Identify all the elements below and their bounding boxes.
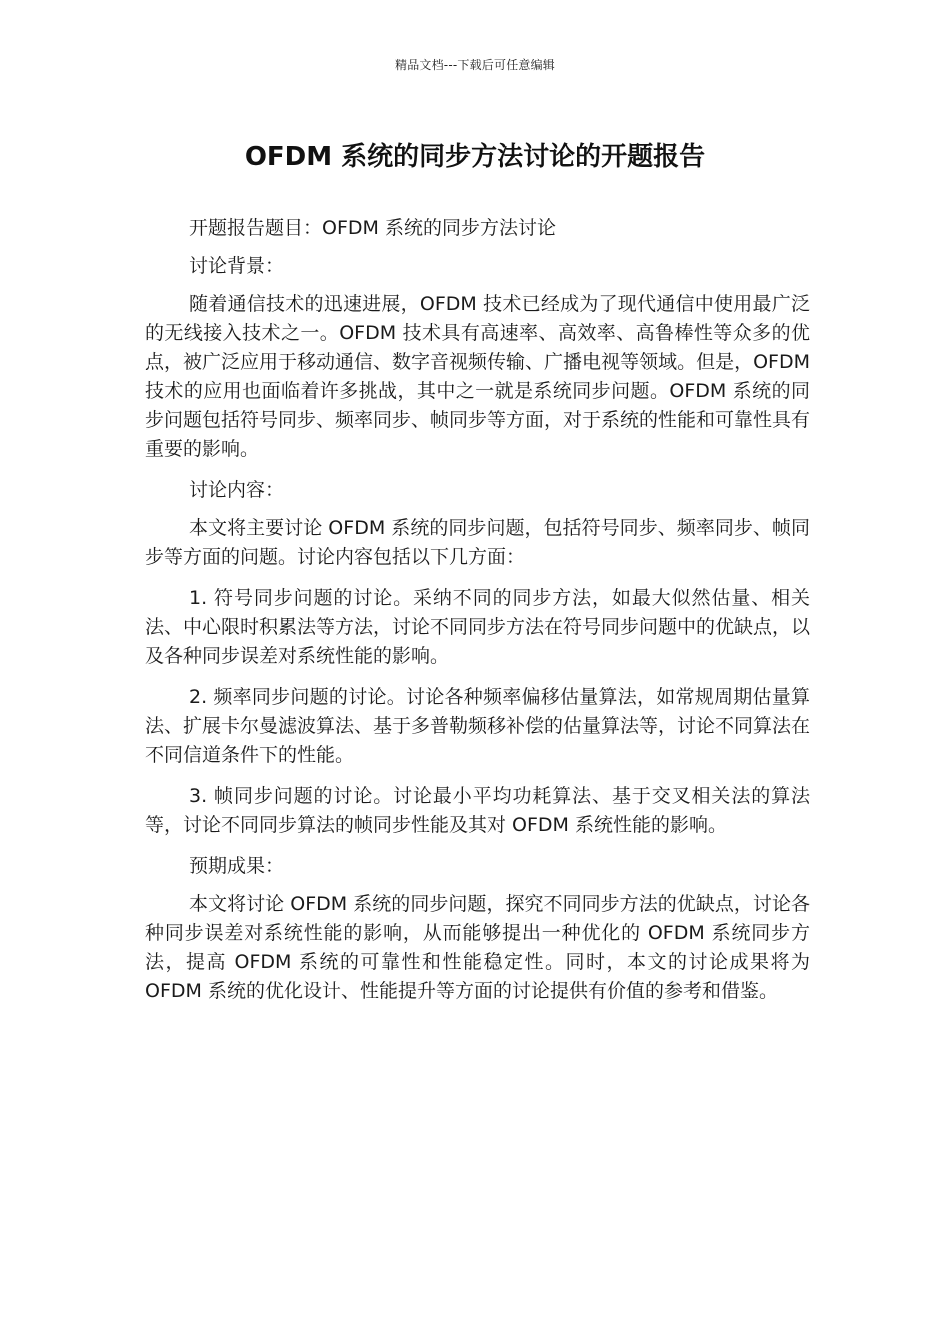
paragraph-item-1: 1. 符号同步问题的讨论。采纳不同的同步方法，如最大似然估量、相关法、中心限时积累法等方法，讨论不同同步方法在符号同步问题中的优缺点，以及各种同步误差对系统性能的影响。 [145,587,811,667]
header-note: 精品文档---下载后可任意编辑 [395,58,555,72]
report-topic: 开题报告题目：OFDM 系统的同步方法讨论 [189,217,556,239]
document-title: OFDM 系统的同步方法讨论的开题报告 [244,142,706,172]
paragraph-outcomes: 本文将讨论 OFDM 系统的同步问题，探究不同同步方法的优缺点，讨论各种同步误差对系统性能的影响，从而能够提出一种优化的 OFDM 系统同步方法，提高 OFDM 系统的可靠性和性能稳定性。同时，本文的讨论成果将为 OFDM 系统的优化设计、性能提升等方面的讨论提供有价值的参考和借鉴。 [145,893,810,1002]
document-body [145,214,810,1018]
paragraph-item-2: 2. 频率同步问题的讨论。讨论各种频率偏移估量算法，如常规周期估量算法、扩展卡尔曼滤波算法、基于多普勒频移补偿的估量算法等，讨论不同算法在不同信道条件下的性能。 [145,686,811,766]
paragraph-background: 随着通信技术的迅速进展，OFDM 技术已经成为了现代通信中使用最广泛的无线接入技术之一。OFDM 技术具有高速率、高效率、高鲁棒性等众多的优点，被广泛应用于移动通信、数字音视频传输、广播电视等领域。但是，OFDM 技术的应用也面临着许多挑战，其中之一就是系统同步问题。OFDM 系统的同步问题包括符号同步、频率同步、帧同步等方面，对于系统的性能和可靠性具有重要的影响。 [145,293,811,460]
paragraph-content-intro: 本文将主要讨论 OFDM 系统的同步问题，包括符号同步、频率同步、帧同步等方面的问题。讨论内容包括以下几方面： [145,517,810,568]
section-heading-outcomes: 预期成果： [189,855,285,877]
section-heading-content: 讨论内容： [189,479,285,501]
paragraph-item-3: 3. 帧同步问题的讨论。讨论最小平均功耗算法、基于交叉相关法的算法等，讨论不同同步算法的帧同步性能及其对 OFDM 系统性能的影响。 [145,785,810,836]
section-heading-background: 讨论背景： [189,255,285,277]
